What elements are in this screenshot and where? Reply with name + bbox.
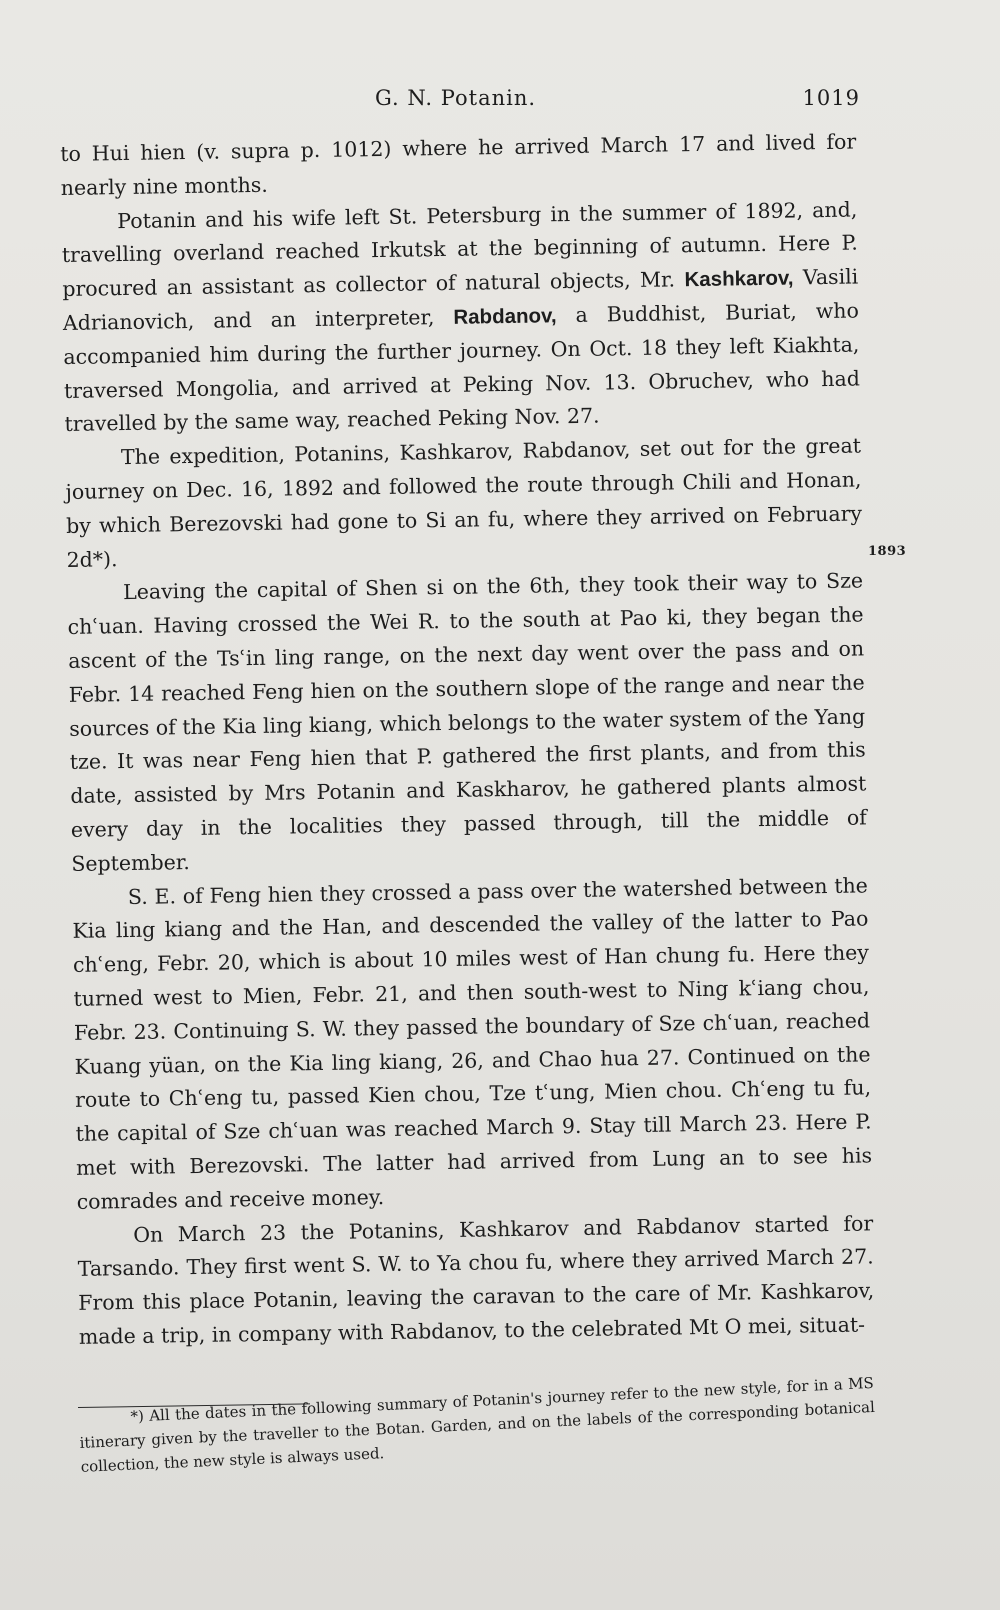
paragraph-1: to Hui hien (v. supra p. 1012) where he arrived March 17 and lived for nearly nine months. [60,129,857,200]
paragraph-2-mid: Vasili Adrianovich, and an interpreter, [62,264,859,335]
name-rabdanov: Rabdanov, [453,304,557,329]
running-head: G. N. Potanin. [375,86,537,110]
footnote-text: *) All the dates in the following summary of Potanin's journey refer to the new style, for in a MS itinerary given by the traveller to the Botan. Garden, and on the labels of the corresponding botanical collection, the new style is always used. [79,1373,876,1476]
page-number: 1019 [802,86,860,110]
paragraph-2 [61,193,861,442]
margin-year-note: 1893 [868,544,907,559]
body-text [60,125,875,1354]
paragraph-3: The expedition, Potanins, Kashkarov, Rabdanov, set out for the great journey on Dec. 16, 1892 and followed the route through Chili and Honan, by which Berezovski had gone to Si an fu, where they arrived on February 2d*). [65,433,863,572]
paragraph-2-text: travelling overland reached Irkutsk at the beginning of autumn. Here P. procured an assistant as collector of natural objects, Mr. [61,230,858,302]
footnote [78,1371,876,1479]
paragraph-5: S. E. of Feng hien they crossed a pass over the watershed between the Kia ling kiang and the Han, and descended the valley of the latter to Pao chʿeng, Febr. 20, which is about 10 miles west of Han chung fu. Here they turned west to Mien, Febr. 21, and then south-west to Ning kʿiang chou, Febr. 23. Continuing S. W. they passed the boundary of Sze chʿuan, reached Kuang yüan, on the Kia ling kiang, 26, and Chao hua 27. Continued on the route to Chʿeng tu, passed Kien chou, Tze tʿung, Mien chou. Chʿeng tu fu, the capital of Sze chʿuan was reached March 9. Stay till March 23. Here P. met with Berezovski. The latter had arrived from Lung an to see his comrades and receive money. [72,872,873,1214]
paragraph-2-start: Potanin and his wife left St. Petersburg in the summer of 1892, and, [117,197,858,233]
name-kashkarov: Kashkarov, [684,266,794,292]
paragraph-4: Leaving the capital of Shen si on the 6th, they took their way to Sze chʿuan. Having crossed the Wei R. to the south at Pao ki, they began the ascent of the Tsʿin ling range, on the next day went over the pass and on Febr. 14 reached Feng hien on the southern slope of the range and near the sources of the Kia ling kiang, which belongs to the water system of the Yang tze. It was near Feng hien that P. gathered the first plants, and from this date, assisted by Mrs Potanin and Kaskharov, he gathered plants almost every day in the localities they passed through, till the middle of September. [67,568,867,876]
paragraph-2-end: a Buddhist, Buriat, who accompanied him during the further journey. On Oct. 18 they left Kiakhta, traversed Mongolia, and arrived at Peking Nov. 13. Obruchev, who had travelled by the same way, reached Peking Nov. 27. [63,298,861,437]
page-header [60,86,860,120]
paragraph-6: On March 23 the Potanins, Kashkarov and Rabdanov started for Tarsando. They first went S. W. to Ya chou fu, where they arrived March 27. From this place Potanin, leaving the caravan to the care of Mr. Kashkarov, made a trip, in company with Rabdanov, to the celebrated Mt O mei, situat- [77,1210,875,1349]
